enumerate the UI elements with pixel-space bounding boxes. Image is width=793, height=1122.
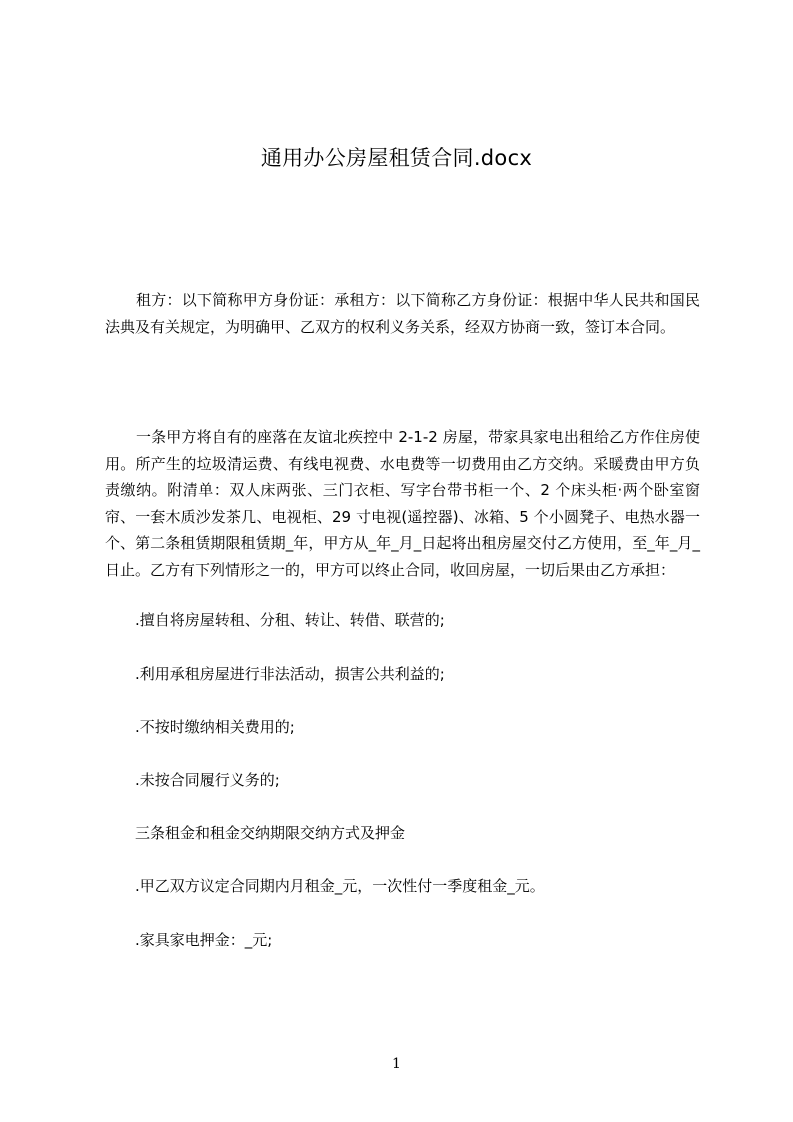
clause-monthly-rent: .甲乙双方议定合同期内月租金_元，一次性付一季度租金_元。 bbox=[135, 877, 545, 895]
paragraph-article-one: 一条甲方将自有的座落在友谊北疾控中 2-1-2 房屋，带家具家电出租给乙方作住房使用。所产生的垃圾清运费、有线电视费、水电费等一切费用由乙方交纳。采暖费由甲方负责缴纳。附清单：双人床两张、三门衣柜、写字台带书柜一个、2 个床头柜·两个卧室窗帘、一套木质沙发茶几、电视柜、29 寸电视(遥控器)、冰箱、5 个小圆凳子、电热水器一个、第二条租赁期限租赁期_年，甲方从_年_月_日起将出租房屋交付乙方使用，至_年_月_日止。乙方有下列情形之一的，甲方可以终止合同，收回房屋，一切后果由乙方承担： bbox=[105, 428, 700, 579]
article-three-heading: 三条租金和租金交纳期限交纳方式及押金 bbox=[135, 824, 406, 842]
clause-unpaid-fees: .不按时缴纳相关费用的; bbox=[135, 718, 295, 736]
clause-breach: .未按合同履行义务的; bbox=[135, 771, 280, 789]
paragraph-parties: 租方：以下简称甲方身份证：承租方：以下简称乙方身份证：根据中华人民共和国民法典及有关规定，为明确甲、乙双方的权利义务关系，经双方协商一致，签订本合同。 bbox=[105, 291, 700, 336]
page-number: 1 bbox=[392, 1056, 401, 1072]
clause-illegal-activity: .利用承租房屋进行非法活动，损害公共利益的; bbox=[135, 665, 445, 683]
clause-deposit: .家具家电押金：_元; bbox=[135, 931, 273, 949]
clause-sublet: .擅自将房屋转租、分租、转让、转借、联营的; bbox=[135, 611, 445, 629]
document-title: 通用办公房屋租赁合同.docx bbox=[260, 146, 533, 170]
